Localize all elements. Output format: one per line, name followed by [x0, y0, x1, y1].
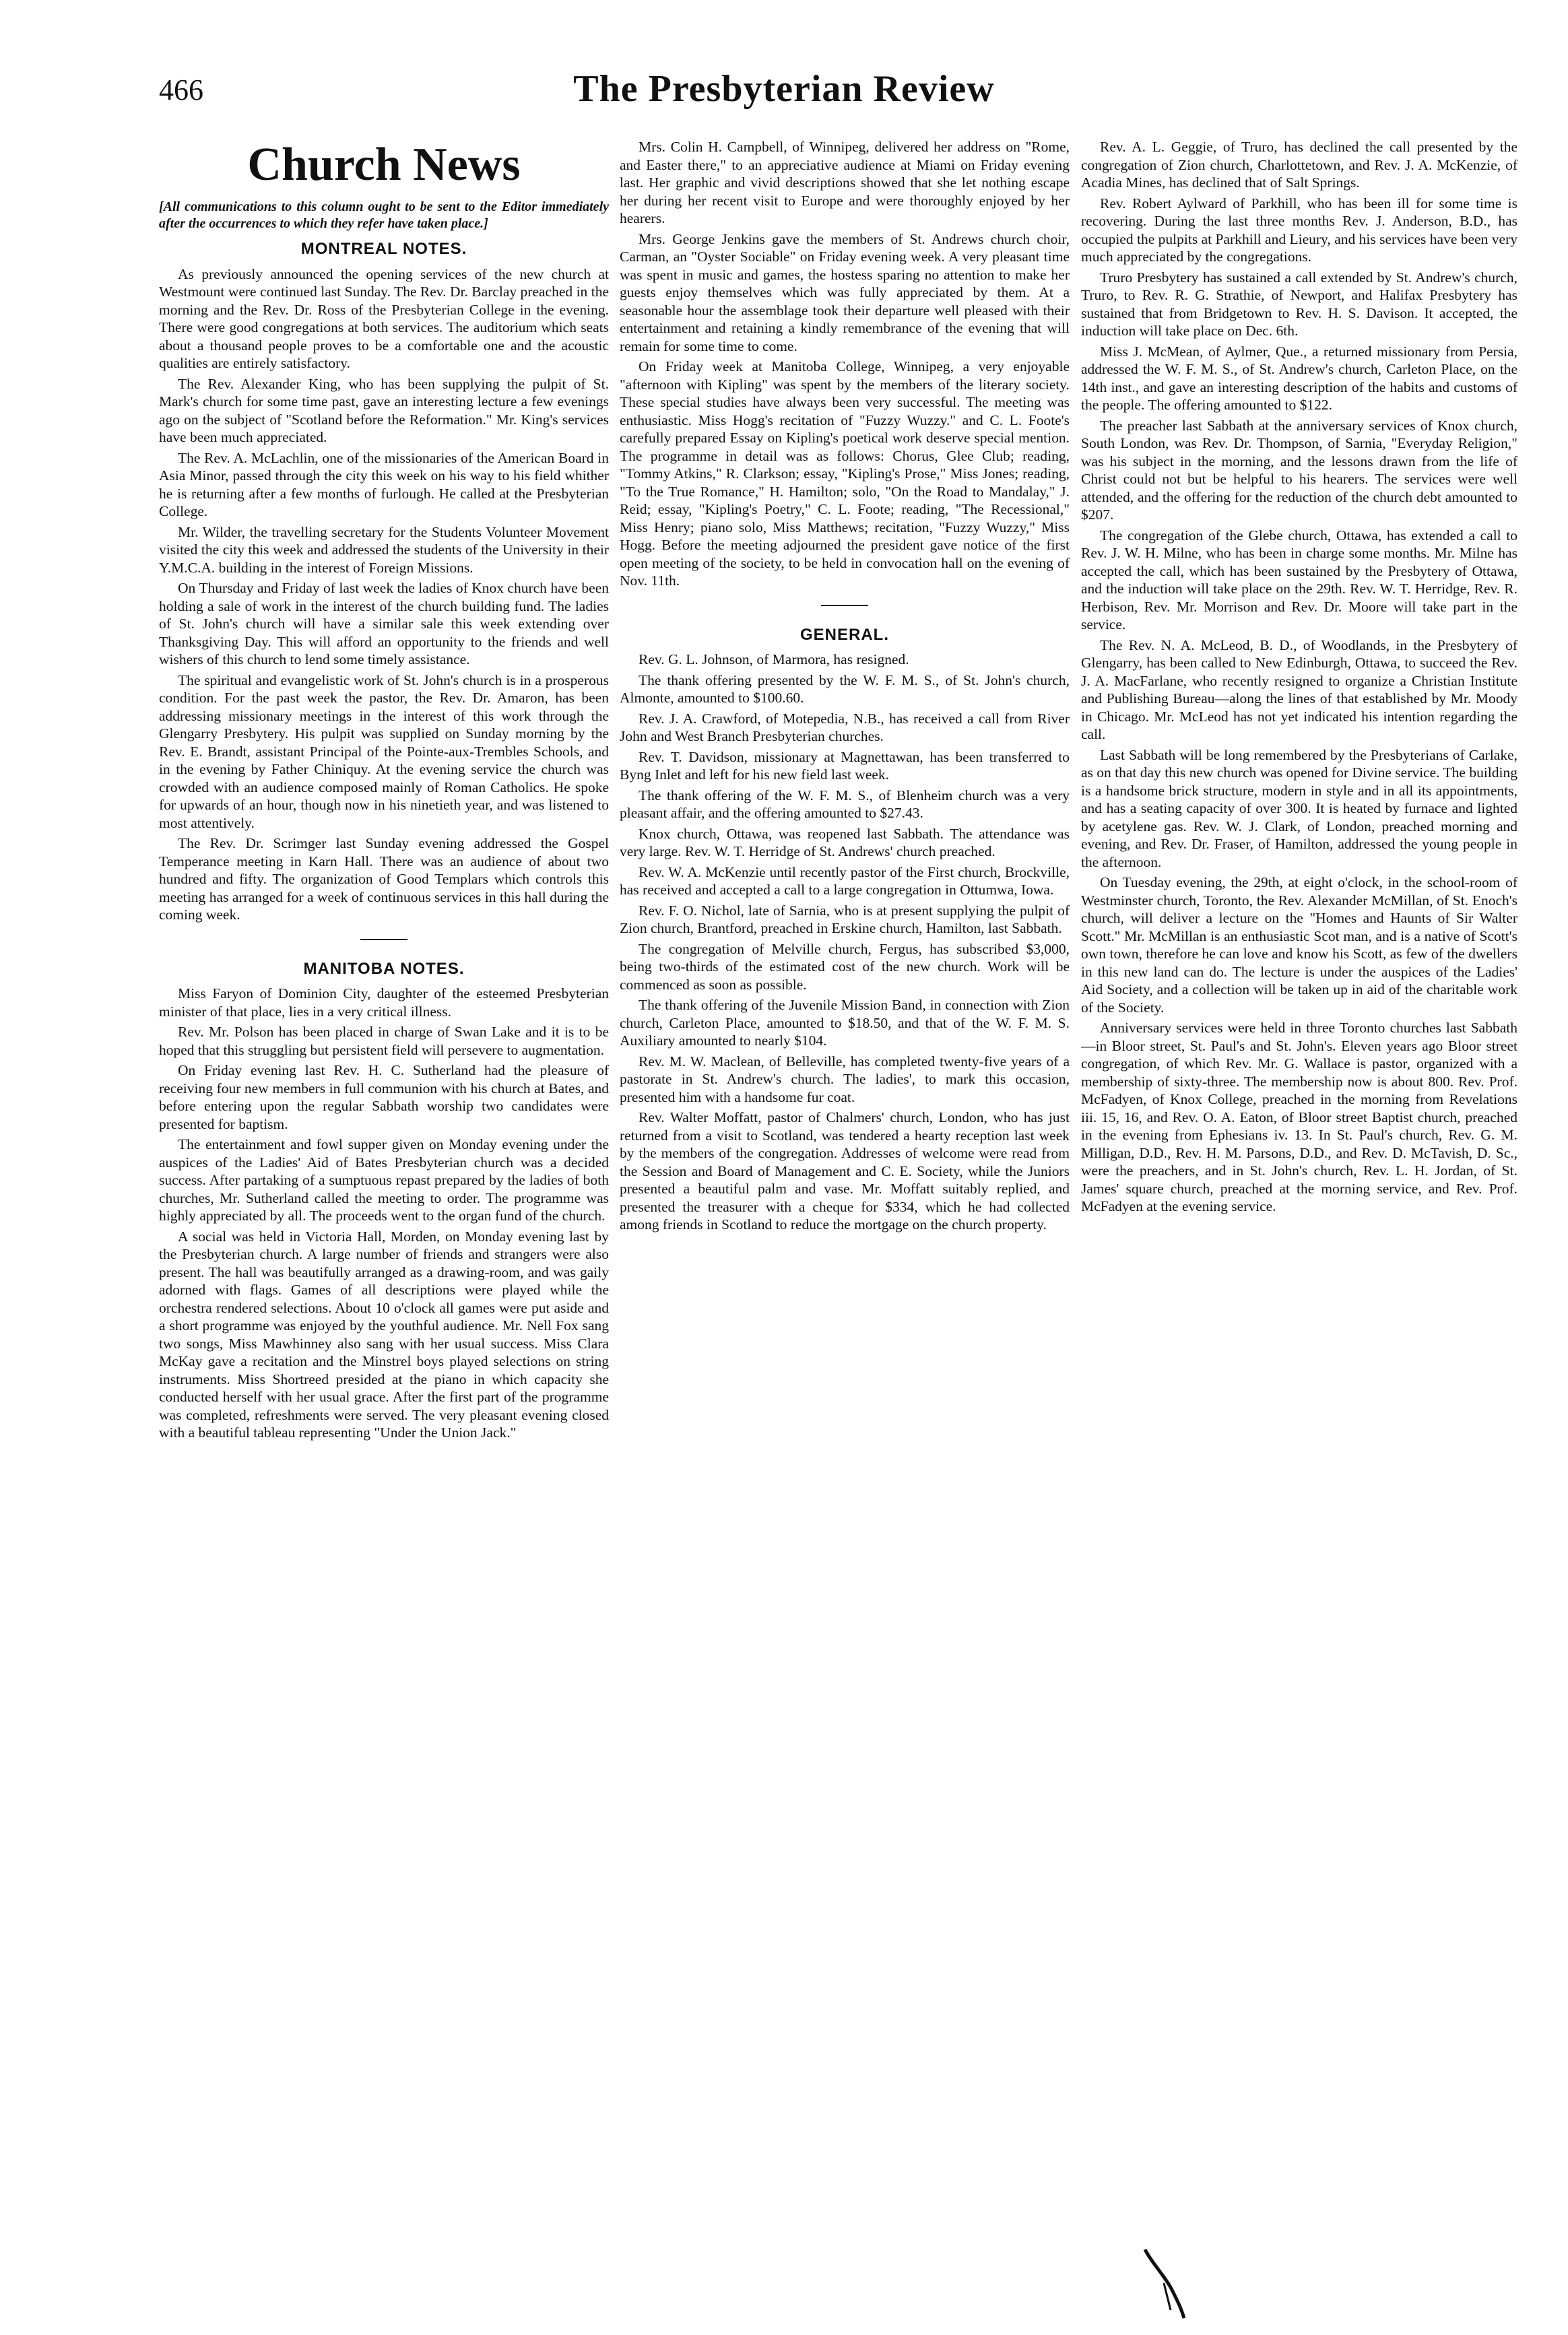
column-2: [620, 138, 1070, 2293]
article-paragraph: Rev. F. O. Nichol, late of Sarnia, who is at present supplying the pulpit of Zion church, Brantford, preached in Erskine church, Hamilton, last Sabbath.: [620, 902, 1070, 936]
article-paragraph: The Rev. N. A. McLeod, B. D., of Woodlands, in the Presbytery of Glengarry, has been called to New Edinburgh, Ottawa, to succeed the Rev. J. A. MacFarlane, who recently resigned to organize a Christian Institute and Publishing Bureau—along the lines of that established by Mr. Moody in Chicago. Mr. McLeod has not yet indicated his intention regarding the call.: [1081, 636, 1517, 742]
section-divider: [821, 605, 868, 606]
article-paragraph: The entertainment and fowl supper given on Monday evening under the auspices of the Ladies' Aid of Bates Presbyterian church was a decided success. After partaking of a sumptuous repast prepared by the ladies of both churches, Mr. Sutherland called the meeting to order. The programme was highly appreciated by all. The proceeds went to the organ fund of the church.: [159, 1136, 609, 1224]
article-paragraph: Rev. Walter Moffatt, pastor of Chalmers' church, London, who has just returned from a visit to Scotland, was tendered a hearty reception last week by the members of the congregation. Addresses of welcome were read from the Session and Board of Management and C. E. Society, while the Juniors presented a beautiful palm and vase. Mr. Moffatt suitably replied, and presented the treasurer with a cheque for $334, which he had collected among friends in Scotland to reduce the mortgage on the church property.: [620, 1109, 1070, 1232]
article-paragraph: Rev. T. Davidson, missionary at Magnettawan, has been transferred to Byng Inlet and left for his new field last week.: [620, 748, 1070, 783]
article-paragraph: The thank offering of the W. F. M. S., of Blenheim church was a very pleasant affair, and the offering amounted to $27.43.: [620, 787, 1070, 821]
article-paragraph: The spiritual and evangelistic work of St. John's church is in a prosperous condition. For the past week the pastor, the Rev. Dr. Amaron, has been addressing missionary meetings in the interest of this work through the Glengarry Presbytery. His pulpit was supplied on Sunday morning by the Rev. E. Brandt, assistant Principal of the Pointe-aux-Trembles Schools, and in the evening by Father Chiniquy. At the evening service the church was crowded with an audience composed mainly of Roman Catholics. He spoke for upwards of an hour, though now in his ninetieth year, and was listened to most attentively.: [159, 671, 609, 831]
article-paragraph: On Tuesday evening, the 29th, at eight o'clock, in the school-room of Westminster church, Toronto, the Rev. Alexander McMillan, of St. Enoch's church, will deliver a lecture on the "Homes and Haunts of Sir Walter Scott." Mr. McMillan is an enthusiastic Scot man, and is a native of Scott's own town, therefore he can love and know his Scott, as few of the dwellers in this new land can do. The lecture is under the auspices of the Ladies' Aid Society, and a collection will be taken up in aid of the charitable work of the Society.: [1081, 874, 1517, 1016]
manitoba-heading: MANITOBA NOTES.: [303, 959, 465, 978]
editor-notice: [All communications to this column ought to be sent to the Editor immediately after the occurrences to which they refer have taken place.]: [159, 199, 609, 231]
article-paragraph: Anniversary services were held in three Toronto churches last Sabbath—in Bloor street, St. Paul's and St. John's. Eleven years ago Bloor street congregation, of which Rev. Mr. G. Wallace is pastor, organized with a membership of sixty-three. The membership now is about 800. Rev. Prof. McFadyen, of Knox College, preached in the morning from Revelations iii. 15, 16, and Rev. O. A. Eaton, of Bloor street Baptist church, preached in the evening from Ephesians iv. 13. In St. Paul's church, Rev. G. M. Milligan, D.D., Rev. H. M. Parsons, D.D., and Rev. D. McTavish, D. Sc., were the preachers, and in St. John's church, Rev. L. H. Jordan, of St. James' square church, preached at the morning service, and Rev. Prof. McFadyen at the evening service.: [1081, 1020, 1517, 1214]
article-paragraph: Rev. Mr. Polson has been placed in charge of Swan Lake and it is to be hoped that this struggling but persistent field will persevere to augmentation.: [159, 1024, 609, 1058]
article-paragraph: Rev. M. W. Maclean, of Belleville, has completed twenty-five years of a pastorate in St. Andrew's church. The ladies', to mark this occasion, presented him with a handsome fur coat.: [620, 1053, 1070, 1105]
article-paragraph: The thank offering presented by the W. F. M. S., of St. John's church, Almonte, amounted to $100.60.: [620, 671, 1070, 706]
section-title: Church News: [247, 139, 521, 191]
article-paragraph: On Thursday and Friday of last week the ladies of Knox church have been holding a sale of work in the interest of the church building fund. The ladies of St. John's church will have a similar sale this week extending over Thanksgiving Day. This will afford an opportunity to the friends and well wishers of this church to lend some timely assistance.: [159, 580, 609, 667]
article-paragraph: On Friday evening last Rev. H. C. Sutherland had the pleasure of receiving four new members in full communion with his church at Bates, and before entering upon the regular Sabbath worship two candidates were presented for baptism.: [159, 1062, 609, 1132]
article-paragraph: The Rev. A. McLachlin, one of the missionaries of the American Board in Asia Minor, passed through the city this week on his way to his field whither he is returning after a few months of furlough. He called at the Presbyterian College.: [159, 449, 609, 519]
article-paragraph: Mrs. George Jenkins gave the members of St. Andrews church choir, Carman, an "Oyster Sociable" on Friday evening week. A very pleasant time was spent in music and games, the hostess sparing no attention to make her guests enjoy themselves which was fully appreciated by them. At a seasonable hour the assemblage took their departure well pleased with their entertainment and retaining a kindly remembrance of the evening that will remain for some time to come.: [620, 230, 1070, 354]
article-paragraph: Rev. G. L. Johnson, of Marmora, has resigned.: [639, 651, 909, 667]
article-paragraph: Rev. A. L. Geggie, of Truro, has declined the call presented by the congregation of Zion church, Charlottetown, and Rev. J. A. McKenzie, of Acadia Mines, has declined that of Salt Springs.: [1081, 139, 1517, 191]
article-paragraph: The thank offering of the Juvenile Mission Band, in connection with Zion church, Carleton Place, amounted to $18.50, and that of the W. F. M. S. Auxiliary amounted to nearly $104.: [620, 997, 1070, 1049]
page-number: 466: [159, 73, 203, 106]
page-header: [0, 0, 1568, 128]
article-paragraph: On Friday week at Manitoba College, Winnipeg, a very enjoyable "afternoon with Kipling" was spent by the members of the literary society. These special studies have always been very successful. The meeting was enthusiastic. Miss Hogg's recitation of "Fuzzy Wuzzy." and C. L. Foote's carefully prepared Essay on Kipling's poetical work deserve special mention. The programme in detail was as follows: Chorus, Glee Club; reading, "Tommy Atkins," R. Clarkson; essay, "Kipling's Prose," Miss Jones; reading, "To the True Romance," H. Hamilton; solo, "On the Road to Mandalay," J. Reid; essay, "Kipling's Poetry," C. L. Foote; reading, "The Recessional," Miss Henry; piano solo, Miss Matthews; recitation, "Fuzzy Wuzzy," Miss Hogg. Before the meeting adjourned the president gave notice of the first open meeting of the society, to be held in convocation hall on the evening of Nov. 11th.: [620, 358, 1070, 589]
article-paragraph: The congregation of Melville church, Fergus, has subscribed $3,000, being two-thirds of the estimated cost of the new church. Work will be commenced as soon as possible.: [620, 940, 1070, 993]
journal-title: The Presbyterian Review: [573, 68, 995, 110]
article-paragraph: Knox church, Ottawa, was reopened last Sabbath. The attendance was very large. Rev. W. T. Herridge of St. Andrews' church preached.: [620, 825, 1070, 859]
printers-flourish-icon: [1132, 2243, 1212, 2324]
article-paragraph: Mr. Wilder, the travelling secretary for the Students Volunteer Movement visited the city this week and addressed the students of the University in their Y.M.C.A. building in the interest of Foreign Missions.: [159, 523, 609, 576]
article-paragraph: Miss Faryon of Dominion City, daughter of the esteemed Presbyterian minister of that place, lies in a very critical illness.: [159, 985, 609, 1020]
article-paragraph: The congregation of the Glebe church, Ottawa, has extended a call to Rev. J. W. H. Milne, who has been in charge some months. Mr. Milne has accepted the call, which has been sustained by the Presbytery of Ottawa, and the induction will take place on the 29th. Rev. W. T. Herridge, Rev. R. Herbison, Rev. Mr. Morrison and Rev. Dr. Moore will take part in the service.: [1081, 527, 1517, 632]
general-heading: GENERAL.: [799, 625, 889, 644]
article-paragraph: Last Sabbath will be long remembered by the Presbyterians of Carlake, as on that day this new church was opened for Divine service. The building is a handsome brick structure, modern in style and in all its appointments, and has a seating capacity of over 300. It is heated by furnace and lighted by acetylene gas. Rev. W. J. Clark, of London, preached morning and evening, and Rev. Dr. Fraser, of Hamilton, addressed the young people in the afternoon.: [1081, 746, 1517, 870]
article-paragraph: The preacher last Sabbath at the anniversary services of Knox church, South London, was Rev. Dr. Thompson, of Sarnia, "Everyday Religion," was his subject in the morning, and the lessons drawn from the life of Christ could not but be helpful to his hearers. The services were well attended, and the offering for the reduction of the church debt amounted to $207.: [1081, 417, 1517, 523]
article-paragraph: Truro Presbytery has sustained a call extended by St. Andrew's church, Truro, to Rev. R. G. Strathie, of Newport, and Halifax Presbytery has sustained that from Bridgetown to Rev. H. S. Davison. It accepted, the induction will take place on Dec. 6th.: [1081, 269, 1517, 339]
article-paragraph: A social was held in Victoria Hall, Morden, on Monday evening last by the Presbyterian church. A large number of friends and strangers were also present. The hall was beautifully arranged as a drawing-room, and was gaily adorned with flags. Games of all descriptions were played while the orchestra rendered selections. About 10 o'clock all games were put aside and a short programme was enjoyed by the youthful audience. Mr. Nell Fox sang two songs, Miss Mawhinney also sang with her usual success. Miss Clara McKay gave a recitation and the Minstrel boys played selections on string instruments. Miss Shortreed presided at the piano in which capacity she conducted herself with her usual grace. After the first part of the programme was completed, refreshments were served. The very pleasant evening closed with a beautiful tableau representing "Under the Union Jack.": [159, 1228, 609, 1441]
section-divider: [360, 939, 407, 940]
column-1: [159, 138, 609, 2293]
article-paragraph: The Rev. Dr. Scrimger last Sunday evening addressed the Gospel Temperance meeting in Karn Hall. There was an audience of about two hundred and fifty. The organization of Good Templars which controls this meeting has arranged for a week of continuous services in this hall during the coming week.: [159, 835, 609, 923]
column-3: [1081, 138, 1517, 2293]
article-paragraph: Rev. J. A. Crawford, of Motepedia, N.B., has received a call from River John and West Branch Presbyterian churches.: [620, 710, 1070, 744]
article-paragraph: The Rev. Alexander King, who has been supplying the pulpit of St. Mark's church for some time past, gave an interesting lecture a few evenings ago on the subject of "Scotland before the Reformation." Mr. King's services have been much appreciated.: [159, 375, 609, 445]
article-paragraph: Miss J. McMean, of Aylmer, Que., a returned missionary from Persia, addressed the W. F. M. S., of St. Andrew's church, Carleton Place, on the 14th inst., and gave an interesting description of the habits and customs of the people. The offering amounted to $122.: [1081, 343, 1517, 413]
article-paragraph: As previously announced the opening services of the new church at Westmount were continued last Sunday. The Rev. Dr. Barclay preached in the morning and the Rev. Dr. Ross of the Presbyterian College in the evening. There were good congregations at both services. The auditorium which seats about a thousand people proves to be a comfortable one and the acoustic qualities are entirely satisfactory.: [159, 265, 609, 371]
article-paragraph: Rev. W. A. McKenzie until recently pastor of the First church, Brockville, has received and accepted a call to a large congregation in Ottumwa, Iowa.: [620, 863, 1070, 898]
montreal-heading: MONTREAL NOTES.: [300, 240, 467, 258]
article-paragraph: Mrs. Colin H. Campbell, of Winnipeg, delivered her address on "Rome, and Easter there," to an appreciative audience at Miami on Friday evening last. Her graphic and vivid descriptions showed that she let nothing escape her during her recent visit to Europe and were thoroughly enjoyed by her hearers.: [620, 139, 1070, 226]
article-paragraph: Rev. Robert Aylward of Parkhill, who has been ill for some time is recovering. During the last three months Rev. J. Anderson, B.D., has occupied the pulpits at Parkhill and Lieury, and his services have been very much appreciated by the congregations.: [1081, 195, 1517, 265]
